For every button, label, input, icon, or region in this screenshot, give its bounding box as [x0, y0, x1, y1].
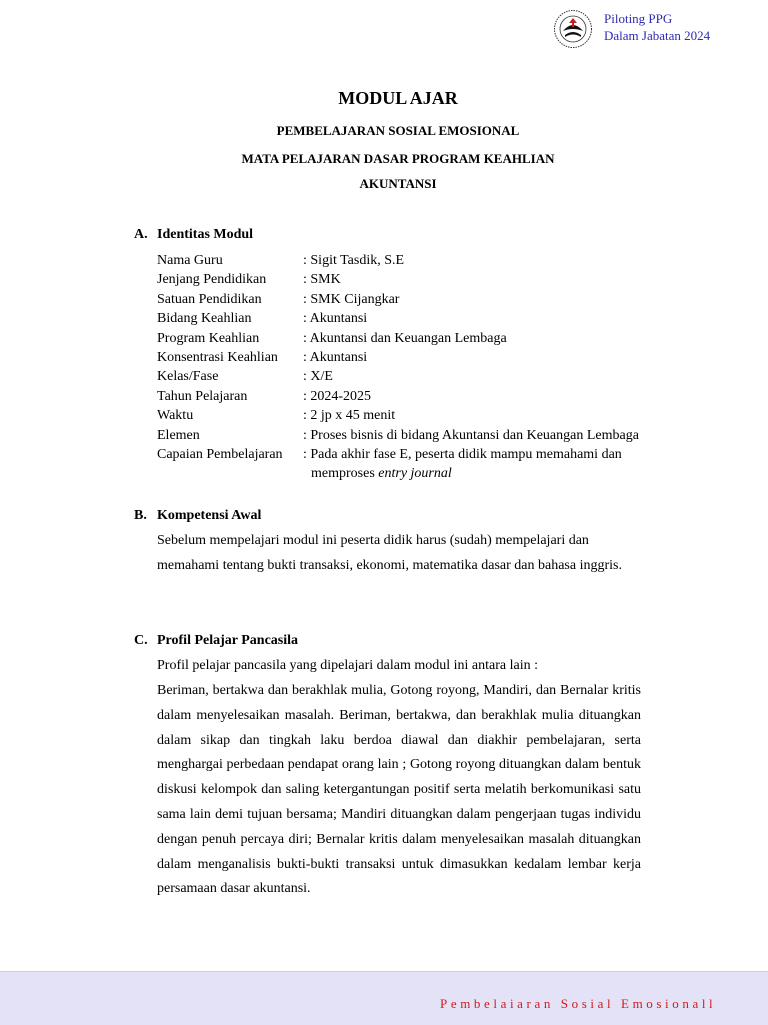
identity-row-continuation — [157, 464, 639, 483]
section-b-letter: B. — [134, 508, 147, 523]
identity-label: Jenjang Pendidikan — [157, 272, 267, 288]
identity-value: : X/E — [303, 369, 333, 385]
identity-row — [157, 445, 639, 464]
identity-label: Kelas/Fase — [157, 369, 219, 385]
continuation-text: memproses — [311, 466, 379, 482]
section-c-letter: C. — [134, 633, 148, 648]
section-a-letter: A. — [134, 227, 148, 242]
identity-value: : Akuntansi — [303, 311, 368, 327]
identity-value: : Akuntansi dan Keuangan Lembaga — [303, 330, 507, 346]
identity-value: : Akuntansi — [303, 349, 368, 365]
identity-row — [157, 406, 639, 425]
header-label — [604, 10, 710, 44]
identity-value: : SMK Cijangkar — [303, 291, 400, 307]
subtitle-1: PEMBELAJARAN SOSIAL EMOSIONAL — [276, 123, 520, 138]
identity-row — [157, 270, 639, 289]
section-b-title: Kompetensi Awal — [157, 508, 262, 523]
section-c-paragraph: Beriman, bertakwa dan berakhlak mulia, Gotong royong, Mandiri, dan Bernalar kritis dalam menyelesaikan masalah. Beriman, bertakwa, dan berakhlak mulia dituangkan dalam sikap dan tingkah laku berdoa diawal dan diakhir pembelajaran, serta menghargai perbedaan pendapat orang lain ; Gotong royong dituangkan dalam bentuk diskusi kelompok dan saling ketergantungan positif serta melatih berkomunikasi satu sama lain demi tujuan bersama; Mandiri dituangkan dalam pengerjaan tugas individu dengan penuh percaya diri; Bernalar kritis dalam menyelesaikan masalah dituangkan dalam menganalisis bukti-bukti transaksi untuk dimasukkan kedalam lembar kerja persamaan dasar akuntansi. — [157, 683, 641, 897]
identity-row — [157, 348, 639, 367]
identity-label: Bidang Keahlian — [157, 311, 252, 327]
header-line-2: Dalam Jabatan 2024 — [604, 28, 711, 43]
section-a-title: Identitas Modul — [157, 227, 254, 242]
section-c-intro: Profil pelajar pancasila yang dipelajari dalam modul ini antara lain : — [157, 658, 538, 673]
identity-label: Elemen — [157, 427, 200, 443]
header-line-1: Piloting PPG — [604, 11, 673, 26]
footer-text: Pembelaiaran Sosial Emosionall — [440, 996, 717, 1011]
subtitle-2: MATA PELAJARAN DASAR PROGRAM KEAHLIAN — [241, 151, 555, 166]
identity-row — [157, 329, 639, 348]
identity-label: Program Keahlian — [157, 330, 260, 346]
identity-row — [157, 290, 639, 309]
identity-value: : 2024-2025 — [303, 388, 372, 404]
identity-label: Tahun Pelajaran — [157, 388, 248, 404]
identity-row — [157, 426, 639, 445]
section-b-paragraph: Sebelum mempelajari modul ini peserta didik harus (sudah) mempelajari dan memahami tentang bukti transaksi, ekonomi, matematika dasar dan bahasa inggris. — [157, 533, 622, 573]
identity-row — [157, 309, 639, 328]
identity-value: : 2 jp x 45 menit — [303, 408, 396, 424]
section-c-title: Profil Pelajar Pancasila — [157, 633, 299, 648]
identity-label: Waktu — [157, 408, 194, 424]
section-a-heading — [134, 227, 253, 243]
identity-label: Satuan Pendidikan — [157, 291, 262, 307]
identity-row — [157, 367, 639, 386]
identity-table — [157, 251, 639, 484]
identity-row — [157, 387, 639, 406]
identity-row — [157, 251, 639, 270]
continuation-italic-text: entry journal — [378, 466, 452, 482]
university-logo-icon — [553, 9, 593, 49]
subtitle-3: AKUNTANSI — [359, 176, 437, 191]
page-title: MODUL AJAR — [338, 88, 458, 108]
identity-value: : SMK — [303, 272, 341, 288]
section-b-heading — [134, 508, 261, 524]
identity-label: Capaian Pembelajaran — [157, 446, 283, 462]
section-c-heading — [134, 633, 298, 649]
identity-value: : Pada akhir fase E, peserta didik mampu memahami dan — [303, 446, 622, 462]
identity-value: : Proses bisnis di bidang Akuntansi dan Keuangan Lembaga — [303, 427, 639, 443]
identity-label: Nama Guru — [157, 253, 223, 268]
identity-label: Konsentrasi Keahlian — [157, 349, 278, 365]
identity-value: : Sigit Tasdik, S.E — [303, 253, 405, 268]
